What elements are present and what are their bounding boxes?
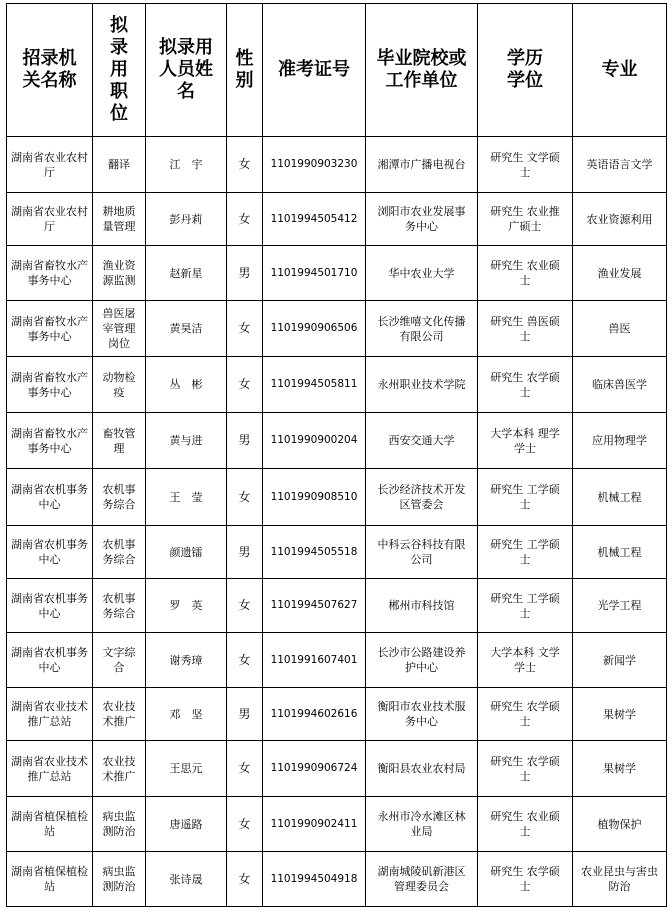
org-cell: 湖南省畜牧水产事务中心 [7,357,93,413]
name-cell: 唐遥路 [146,797,227,852]
school-cell: 衡阳市农业技术服务中心 [366,688,478,741]
major-cell: 果树学 [573,741,667,797]
org-cell: 湖南省农机事务中心 [7,633,93,688]
major-cell: 光学工程 [573,579,667,633]
name-cell: 丛 彬 [146,357,227,413]
sex-cell: 女 [227,579,263,633]
degree-cell: 研究生 农业推广硕士 [478,193,573,246]
header-org: 招录机关名称 [7,4,93,137]
degree-cell: 研究生 农业硕士 [478,797,573,852]
major-cell: 英语语言文学 [573,137,667,193]
school-cell: 中科云谷科技有限公司 [366,526,478,579]
name-cell: 邓 坚 [146,688,227,741]
table-row [7,193,667,246]
table-row [7,413,667,469]
school-cell: 永州市冷水滩区林业局 [366,797,478,852]
school-cell: 永州职业技术学院 [366,357,478,413]
school-cell: 长沙维嘻文化传播有限公司 [366,301,478,357]
org-cell: 湖南省农业农村厅 [7,193,93,246]
exam-no-cell: 1101990903230 [263,137,366,193]
exam-no-cell: 1101994501710 [263,246,366,301]
sex-cell: 女 [227,633,263,688]
school-cell: 湖南城陵矶新港区管理委员会 [366,852,478,907]
org-cell: 湖南省农机事务中心 [7,526,93,579]
sex-cell: 女 [227,797,263,852]
position-cell: 农机事务综合 [93,579,146,633]
sex-cell: 女 [227,741,263,797]
sex-cell: 女 [227,193,263,246]
exam-no-cell: 1101991607401 [263,633,366,688]
exam-no-cell: 1101990906506 [263,301,366,357]
sex-cell: 女 [227,852,263,907]
name-cell: 谢秀璋 [146,633,227,688]
exam-no-cell: 1101990906724 [263,741,366,797]
sex-cell: 男 [227,688,263,741]
position-cell: 病虫监测防治 [93,797,146,852]
major-cell: 植物保护 [573,797,667,852]
sex-cell: 男 [227,413,263,469]
major-cell: 机械工程 [573,469,667,526]
school-cell: 衡阳县农业农村局 [366,741,478,797]
degree-cell: 研究生 农学硕士 [478,741,573,797]
header-position: 拟录用职位 [93,4,146,137]
position-cell: 渔业资源监测 [93,246,146,301]
header-name: 拟录用人员姓名 [146,4,227,137]
sex-cell: 男 [227,526,263,579]
table-row [7,797,667,852]
table-row [7,246,667,301]
school-cell: 浏阳市农业发展事务中心 [366,193,478,246]
name-cell: 罗 英 [146,579,227,633]
name-cell: 张诗晟 [146,852,227,907]
major-cell: 农业昆虫与害虫防治 [573,852,667,907]
org-cell: 湖南省农机事务中心 [7,469,93,526]
header-degree: 学历学位 [478,4,573,137]
header-major: 专业 [573,4,667,137]
exam-no-cell: 1101990900204 [263,413,366,469]
header-sex: 性别 [227,4,263,137]
org-cell: 湖南省畜牧水产事务中心 [7,246,93,301]
major-cell: 果树学 [573,688,667,741]
major-cell: 渔业发展 [573,246,667,301]
school-cell: 郴州市科技馆 [366,579,478,633]
major-cell: 兽医 [573,301,667,357]
table-row [7,526,667,579]
table-row [7,137,667,193]
major-cell: 机械工程 [573,526,667,579]
table-row [7,688,667,741]
position-cell: 畜牧管理 [93,413,146,469]
school-cell: 长沙经济技术开发区管委会 [366,469,478,526]
degree-cell: 研究生 文学硕士 [478,137,573,193]
position-cell: 兽医屠宰管理岗位 [93,301,146,357]
sex-cell: 女 [227,469,263,526]
sex-cell: 女 [227,137,263,193]
major-cell: 临床兽医学 [573,357,667,413]
sex-cell: 女 [227,357,263,413]
degree-cell: 研究生 工学硕士 [478,469,573,526]
table-row [7,741,667,797]
org-cell: 湖南省植保植检站 [7,852,93,907]
position-cell: 病虫监测防治 [93,852,146,907]
position-cell: 文字综合 [93,633,146,688]
org-cell: 湖南省农业技术推广总站 [7,688,93,741]
position-cell: 农业技术推广 [93,741,146,797]
name-cell: 彭丹莉 [146,193,227,246]
degree-cell: 大学本科 文学学士 [478,633,573,688]
exam-no-cell: 1101994504918 [263,852,366,907]
degree-cell: 研究生 工学硕士 [478,526,573,579]
name-cell: 王思元 [146,741,227,797]
school-cell: 华中农业大学 [366,246,478,301]
header-school: 毕业院校或工作单位 [366,4,478,137]
table-row [7,633,667,688]
position-cell: 耕地质量管理 [93,193,146,246]
org-cell: 湖南省畜牧水产事务中心 [7,301,93,357]
org-cell: 湖南省植保植检站 [7,797,93,852]
exam-no-cell: 1101994507627 [263,579,366,633]
school-cell: 湘潭市广播电视台 [366,137,478,193]
degree-cell: 大学本科 理学学士 [478,413,573,469]
table-row [7,852,667,907]
name-cell: 赵新星 [146,246,227,301]
school-cell: 长沙市公路建设养护中心 [366,633,478,688]
sex-cell: 女 [227,301,263,357]
degree-cell: 研究生 农业硕士 [478,246,573,301]
position-cell: 农机事务综合 [93,526,146,579]
degree-cell: 研究生 农学硕士 [478,852,573,907]
major-cell: 新闻学 [573,633,667,688]
position-cell: 农业技术推广 [93,688,146,741]
position-cell: 动物检疫 [93,357,146,413]
name-cell: 颜遗镭 [146,526,227,579]
degree-cell: 研究生 兽医硕士 [478,301,573,357]
org-cell: 湖南省畜牧水产事务中心 [7,413,93,469]
name-cell: 黄与进 [146,413,227,469]
name-cell: 黄昊洁 [146,301,227,357]
sex-cell: 男 [227,246,263,301]
degree-cell: 研究生 农学硕士 [478,688,573,741]
major-cell: 应用物理学 [573,413,667,469]
table-row [7,469,667,526]
degree-cell: 研究生 农学硕士 [478,357,573,413]
position-cell: 翻译 [93,137,146,193]
degree-cell: 研究生 工学硕士 [478,579,573,633]
exam-no-cell: 1101990902411 [263,797,366,852]
table-row [7,579,667,633]
org-cell: 湖南省农业技术推广总站 [7,741,93,797]
exam-no-cell: 1101994505412 [263,193,366,246]
name-cell: 江 宇 [146,137,227,193]
header-row [7,4,667,137]
major-cell: 农业资源利用 [573,193,667,246]
header-exam-no: 准考证号 [263,4,366,137]
exam-no-cell: 1101994505518 [263,526,366,579]
org-cell: 湖南省农业农村厅 [7,137,93,193]
admission-table [6,3,667,907]
school-cell: 西安交通大学 [366,413,478,469]
name-cell: 王 莹 [146,469,227,526]
exam-no-cell: 1101994602616 [263,688,366,741]
table-row [7,357,667,413]
org-cell: 湖南省农机事务中心 [7,579,93,633]
exam-no-cell: 1101990908510 [263,469,366,526]
position-cell: 农机事务综合 [93,469,146,526]
table-row [7,301,667,357]
exam-no-cell: 1101994505811 [263,357,366,413]
